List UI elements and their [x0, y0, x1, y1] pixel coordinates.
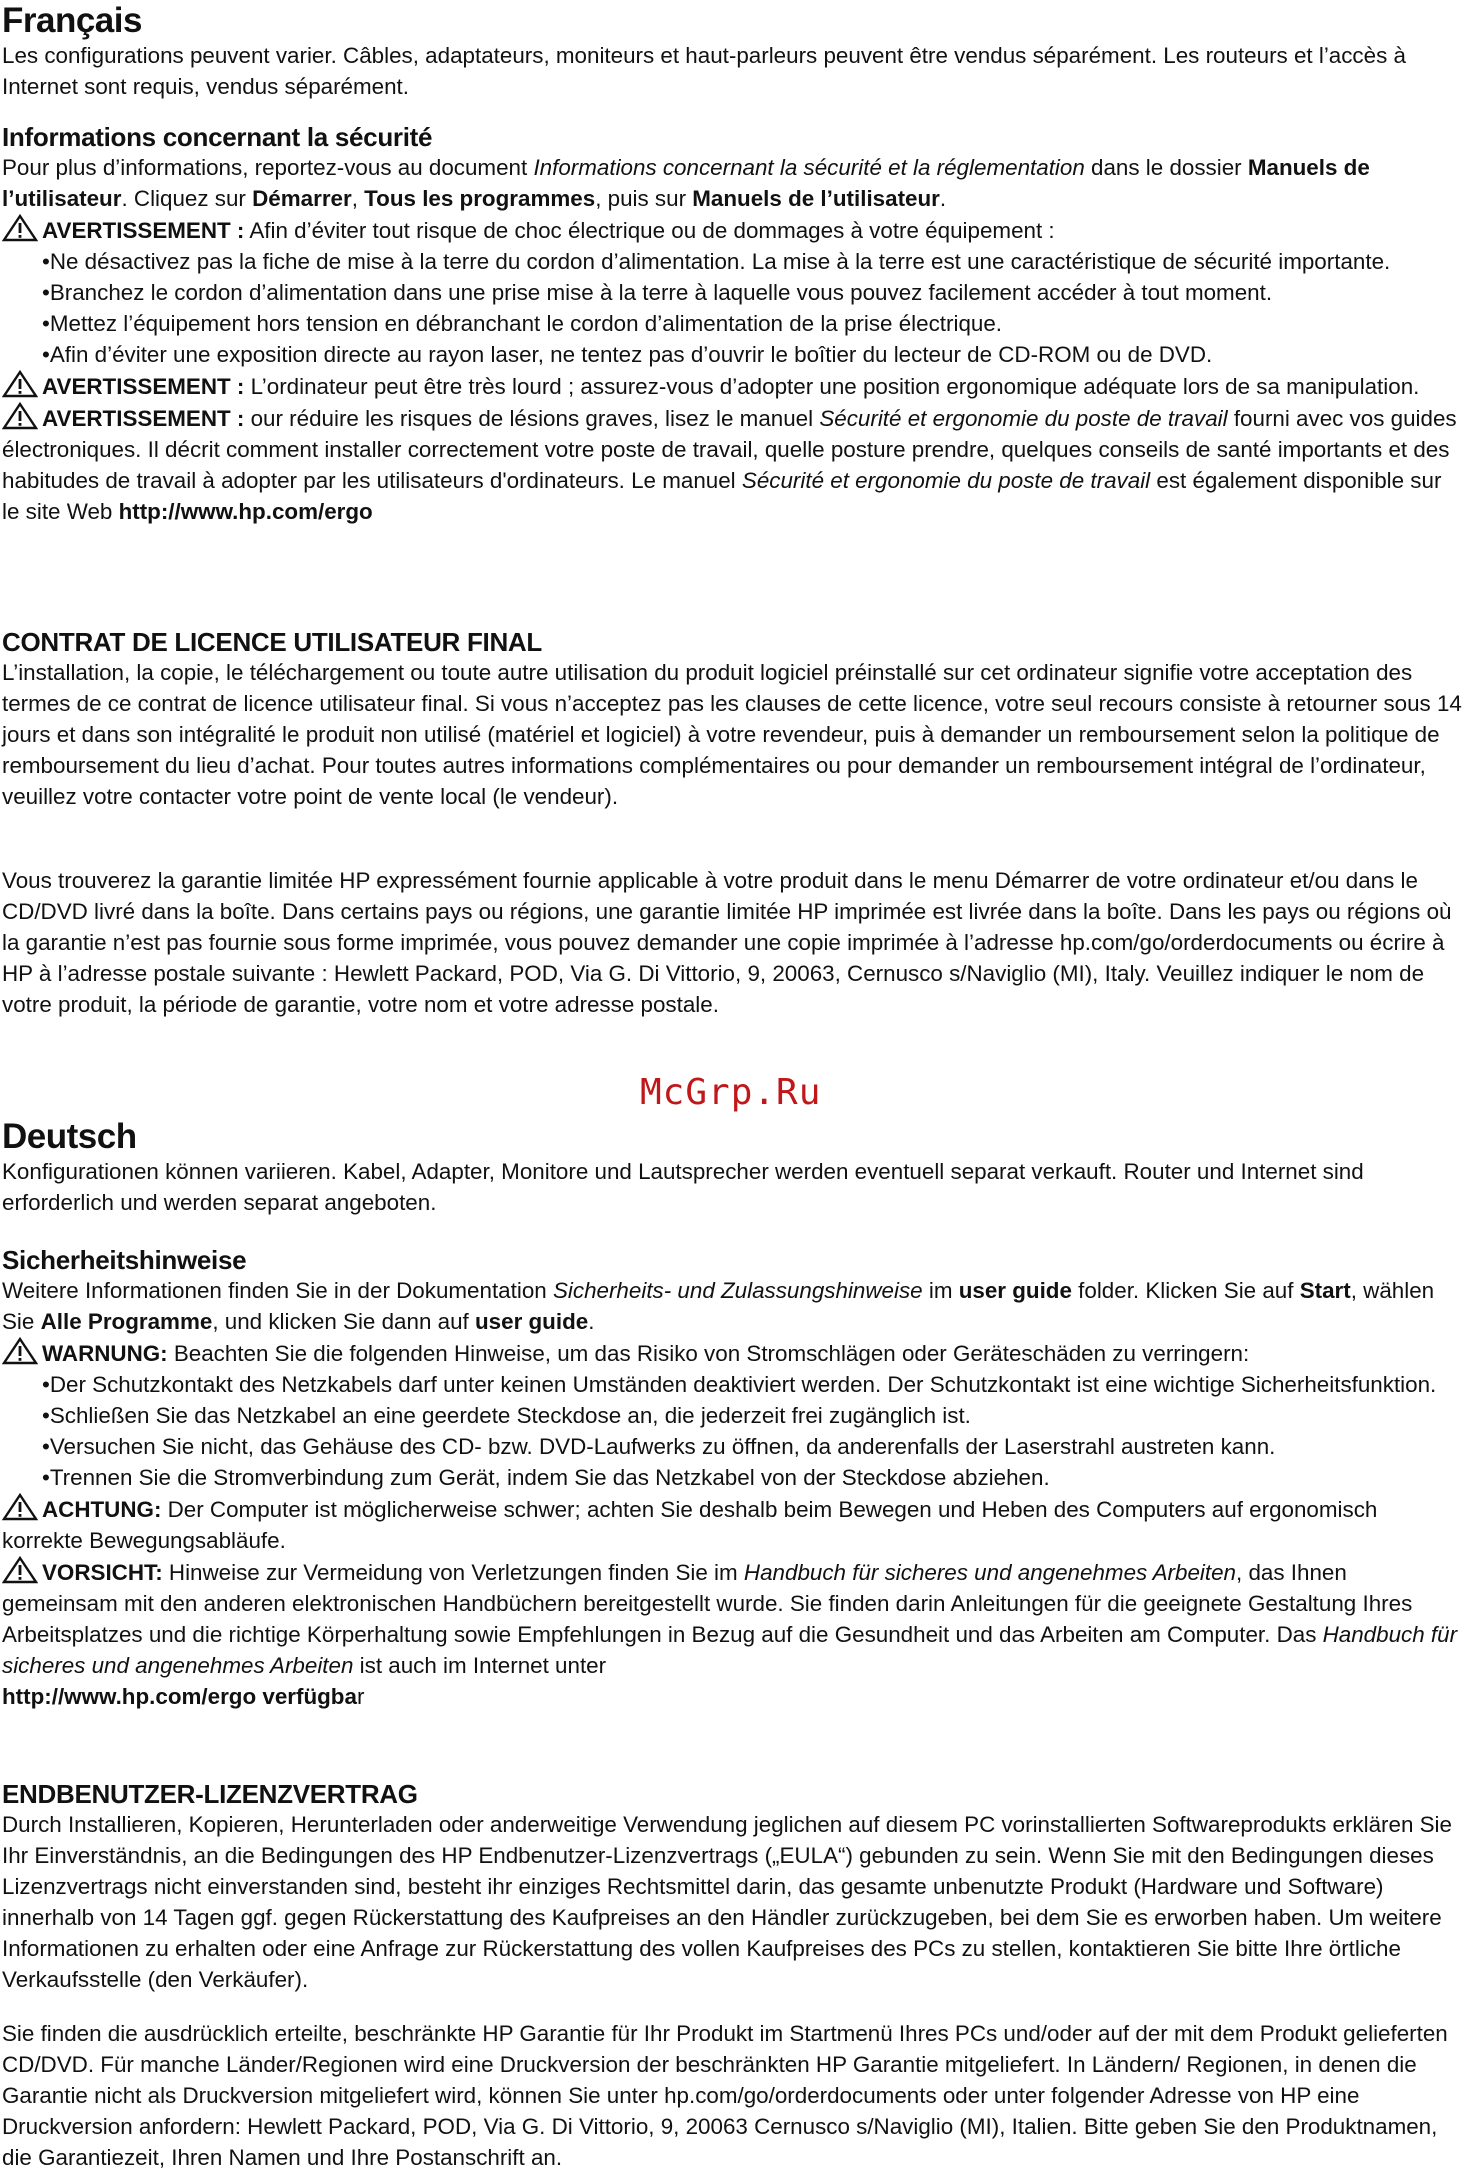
warning-ergonomics-fr: AVERTISSEMENT : our réduire les risques de lésions graves, lisez le manuel Sécurité et ergonomie du poste de travail fourni avec vos guides électroniques. Il décrit comment installer correctement votre poste de travail, quelle posture prendre, quelques conseils de santé importants et des habitudes de travail à adopter par les utilisateurs d'ordinateurs. Le manuel Sécurité et ergonomie du poste de travail est également disponible sur le site Web http://www.hp.com/ergo [2, 402, 1464, 527]
bullet-item-de: •Trennen Sie die Stromverbindung zum Gerät, indem Sie das Netzkabel von der Steckdose abziehen. [42, 1465, 1050, 1490]
warning-ergonomics-de: VORSICHT: Hinweise zur Vermeidung von Verletzungen finden Sie im Handbuch für sicheres und angenehmes Arbeiten, das Ihnen gemeinsam mit den anderen elektronischen Handbüchern bereitgestellt wurde. Sie finden darin Anleitungen für die geeignete Gestaltung Ihres Arbeitsplatzes und die richtige Körperhaltung sowie Empfehlungen in Bezug auf die Gesundheit und das Arbeiten am Computer. Das Handbuch für sicheres und angenehmes Arbeiten ist auch im Internet unter http://www.hp.com/ergo verfügbar [2, 1556, 1464, 1712]
warning-heavy-de: ACHTUNG: Der Computer ist möglicherweise schwer; achten Sie deshalb beim Bewegen und Heben des Computers auf ergonomisch korrekte Bewegungsabläufe. [2, 1493, 1464, 1556]
language-title-de: Deutsch [2, 1117, 137, 1156]
warning-triangle-icon [2, 1556, 38, 1584]
watermark: McGrp.Ru [640, 1072, 822, 1113]
bullet-item-de: •Schließen Sie das Netzkabel an eine geerdete Steckdose an, die jederzeit frei zugänglich ist. [42, 1403, 971, 1428]
section-francais [2, 2, 1464, 102]
ergo-url-de[interactable]: http://www.hp.com/ergo verfügba [2, 1684, 357, 1709]
intro-de: Konfigurationen können variieren. Kabel, Adapter, Monitore und Lautsprecher werden eventuell separat verkauft. Router und Internet sind erforderlich und werden separat angeboten. [2, 1159, 1364, 1215]
section-eula-de [2, 1779, 1464, 1995]
warning-triangle-icon [2, 1493, 38, 1521]
bullet-item-fr: •Mettez l’équipement hors tension en débranchant le cordon d’alimentation de la prise électrique. [42, 311, 1003, 336]
intro-fr: Les configurations peuvent varier. Câbles, adaptateurs, moniteurs et haut-parleurs peuvent être vendus séparément. Les routeurs et l’accès à Internet sont requis, vendus séparément. [2, 43, 1406, 99]
warning-triangle-icon [2, 1337, 38, 1365]
safety-paragraph-fr: Pour plus d’informations, reportez-vous au document Informations concernant la sécurité et la réglementation dans le dossier Manuels de l’utilisateur. Cliquez sur Démarrer, Tous les programmes, puis sur Manuels de l’utilisateur. [2, 155, 1370, 211]
eula-paragraph-fr: L’installation, la copie, le téléchargement ou toute autre utilisation du produit logiciel préinstallé sur cet ordinateur signifie votre acceptation des termes de ce contrat de licence utilisateur final. Si vous n’acceptez pas les clauses de cette licence, votre seul recours consiste à retourner sous 14 jours et dans son intégralité le produit non utilisé (matériel et logiciel) à votre revendeur, puis à demander un remboursement selon la politique de remboursement du lieu d’achat. Pour toutes autres informations complémentaires ou pour demander un remboursement intégral de l’ordinateur, veuillez votre contacter votre point de vente local (le vendeur). [2, 660, 1462, 809]
section-warranty-de [2, 2018, 1464, 2173]
bullet-item-fr: •Afin d’éviter une exposition directe au rayon laser, ne tentez pas d’ouvrir le boîtier du lecteur de CD-ROM ou de DVD. [42, 342, 1213, 367]
eula-heading-fr: CONTRAT DE LICENCE UTILISATEUR FINAL [2, 627, 542, 657]
bullet-item-fr: •Branchez le cordon d’alimentation dans une prise mise à la terre à laquelle vous pouvez facilement accéder à tout moment. [42, 280, 1273, 305]
warning-electric-de: WARNUNG: Beachten Sie die folgenden Hinweise, um das Risiko von Stromschlägen oder Geräteschäden zu verringern: [2, 1337, 1464, 1369]
ergo-url-fr[interactable]: http://www.hp.com/ergo [118, 499, 373, 524]
warranty-paragraph-fr: Vous trouverez la garantie limitée HP expressément fournie applicable à votre produit dans le menu Démarrer de votre ordinateur et/ou dans le CD/DVD livré dans la boîte. Dans certains pays ou régions, une garantie limitée HP imprimée est livrée dans la boîte. Dans les pays ou régions où la garantie n’est pas fournie sous forme imprimée, vous pouvez demander une copie imprimée à l’adresse hp.com/go/orderdocuments ou écrire à HP à l’adresse postale suivante : Hewlett Packard, POD, Via G. Di Vittorio, 9, 20063, Cernusco s/Naviglio (MI), Italy. Veuillez indiquer le nom de votre produit, la période de garantie, votre nom et votre adresse postale. [2, 868, 1452, 1017]
safety-paragraph-de: Weitere Informationen finden Sie in der Dokumentation Sicherheits- und Zulassungshinweise im user guide folder. Klicken Sie auf Start, wählen Sie Alle Programme, und klicken Sie dann auf user guide. [2, 1278, 1435, 1334]
warning-triangle-icon [2, 214, 38, 242]
eula-heading-de: ENDBENUTZER-LIZENZVERTRAG [2, 1779, 418, 1809]
safety-heading-fr: Informations concernant la sécurité [2, 122, 433, 152]
section-safety-fr [2, 122, 1464, 527]
warning-triangle-icon [2, 402, 38, 430]
warning-electric-fr: AVERTISSEMENT : Afin d’éviter tout risque de choc électrique ou de dommages à votre équipement : [2, 214, 1464, 246]
safety-heading-de: Sicherheitshinweise [2, 1245, 247, 1275]
language-title-fr: Français [2, 1, 142, 40]
section-warranty-fr [2, 865, 1464, 1020]
section-eula-fr [2, 627, 1464, 812]
bullet-item-fr: •Ne désactivez pas la fiche de mise à la terre du cordon d’alimentation. La mise à la terre est une caractéristique de sécurité importante. [42, 249, 1391, 274]
section-safety-de [2, 1245, 1464, 1712]
warning-heavy-fr: AVERTISSEMENT : L’ordinateur peut être très lourd ; assurez-vous d’adopter une position ergonomique adéquate lors de sa manipulation. [2, 370, 1464, 402]
bullet-item-de: •Versuchen Sie nicht, das Gehäuse des CD- bzw. DVD-Laufwerks zu öffnen, da anderenfalls der Laserstrahl austreten kann. [42, 1434, 1276, 1459]
section-deutsch [2, 1118, 1464, 1218]
warranty-paragraph-de: Sie finden die ausdrücklich erteilte, beschränkte HP Garantie für Ihr Produkt im Startmenü Ihres PCs und/oder auf der mit dem Produkt gelieferten CD/DVD. Für manche Länder/Regionen wird eine Druckversion der beschränkten HP Garantie mitgeliefert. In Ländern/ Regionen, in denen die Garantie nicht als Druckversion mitgeliefert wird, können Sie unter hp.com/go/orderdocuments oder unter folgender Adresse von HP eine Druckversion anfordern: Hewlett Packard, POD, Via G. Di Vittorio, 9, 20063 Cernusco s/Naviglio (MI), Italien. Bitte geben Sie den Produktnamen, die Garantiezeit, Ihren Namen und Ihre Postanschrift an. [2, 2021, 1448, 2170]
warning-triangle-icon [2, 370, 38, 398]
bullet-item-de: •Der Schutzkontakt des Netzkabels darf unter keinen Umständen deaktiviert werden. Der Schutzkontakt ist eine wichtige Sicherheitsfunktion. [42, 1372, 1437, 1397]
eula-paragraph-de: Durch Installieren, Kopieren, Herunterladen oder anderweitige Verwendung jeglichen auf diesem PC vorinstallierten Softwareprodukts erklären Sie Ihr Einverständnis, an die Bedingungen des HP Endbenutzer-Lizenzvertrags („EULA“) gebunden zu sein. Wenn Sie mit den Bedingungen dieses Lizenzvertrags nicht einverstanden sind, besteht ihr einziges Rechtsmittel darin, das gesamte unbenutzte Produkt (Hardware und Software) innerhalb von 14 Tagen ggf. gegen Rückerstattung des Kaufpreises an den Händler zurückzugeben, bei dem Sie es erworben haben. Um weitere Informationen zu erhalten oder eine Anfrage zur Rückerstattung des vollen Kaufpreises des PCs zu stellen, kontaktieren Sie bitte Ihre örtliche Verkaufsstelle (den Verkäufer). [2, 1812, 1452, 1992]
